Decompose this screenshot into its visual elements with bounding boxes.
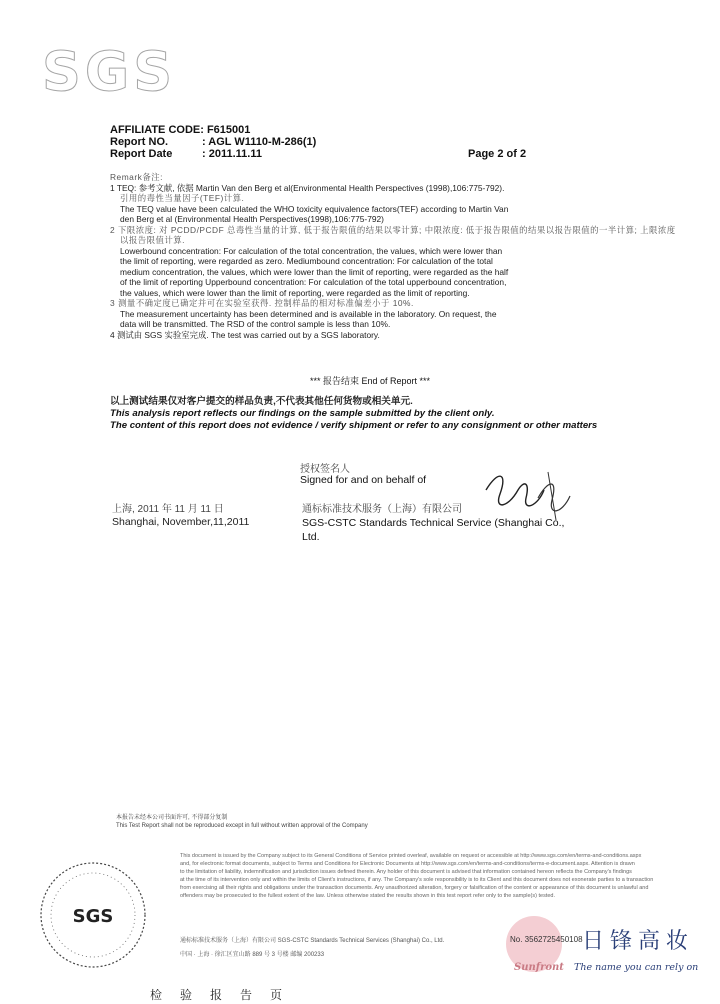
remark-line: data will be transmitted. The RSD of the control sample is less than 10%. (120, 319, 391, 329)
remark-line: the limit of reporting, were regarded as zero. Mediumbound concentration: For calculation of the total (120, 256, 493, 266)
terms-fineprint (180, 852, 662, 900)
watermark-brand: Sunfront (514, 962, 564, 973)
sgs-logo: SGS (42, 40, 177, 103)
remark-line: 4 测试由 SGS 实验室完成. The test was carried out by a SGS laboratory. (110, 329, 380, 340)
remark-line: medium concentration, the values, which were lower than the limit of reporting, were regarded as the half (120, 266, 509, 277)
remark-line: 2 下限浓度: 对 PCDD/PCDF 总毒性当量的计算, 低于报告限值的结果以零计算; 中限浓度: 低于报告限值的结果以报告限值的一半计算; 上限浓度 (110, 224, 676, 235)
cropped-bottom-text: 检验报告页 (150, 988, 301, 1002)
end-of-report: *** 报告结束 End of Report *** (310, 376, 431, 386)
disclaimer (110, 396, 650, 432)
report-no-label: Report NO. (110, 136, 169, 148)
remark-line: The TEQ value have been calculated the WHO toxicity equivalence factors(TEF) according to Martin Van (120, 203, 509, 214)
fineprint-line: at the time of its intervention only and within the limits of Client's instructions, if any. The Company's sole responsibility is to its Client and this document does not exonerate parties to a transaction (180, 877, 654, 883)
report-serial: No. 3562725450108 (510, 935, 583, 944)
report-date-label: Report Date (110, 148, 173, 160)
affiliate-code: AFFILIATE CODE: F615001 (110, 124, 251, 136)
fineprint-line: to the limitation of liability, indemnification and jurisdiction issues defined therein. Any holder of this document is advised that information contained hereon reflects the Company's findings (180, 869, 632, 875)
remark-line: 引用的毒性当量因子(TEF)计算. (120, 193, 245, 203)
remark-line: 1 TEQ: 参考文献, 依据 Martin Van den Berg et al(Environmental Health Perspectives (1998),106:775-792). (110, 182, 505, 193)
date-cn: 上海, 2011 年 11 月 11 日 (112, 504, 224, 515)
remarks-heading: Remark备注: (110, 172, 163, 182)
stamp-text: SGS (72, 906, 114, 927)
report-no-value: : AGL W1110-M-286(1) (202, 136, 317, 148)
remark-line: Lowerbound concentration: For calculation of the total concentration, the values, which were lower than (120, 245, 503, 256)
reproduction-notice (116, 814, 436, 830)
fineprint-line: offenders may be prosecuted to the fullest extent of the law. Unless otherwise stated the results shown in this test report refer only to the sample(s) tested. (180, 893, 556, 899)
company-name-line1: SGS-CSTC Standards Technical Service (Shanghai Co., (302, 517, 565, 529)
report-header (110, 124, 316, 160)
fineprint-line: and, for electronic format documents, subject to Terms and Conditions for Electronic Documents at http://www.sgs.com/en/terms-and-conditions/terms-e-document.aspx. Attention is drawn (180, 861, 635, 867)
signatory-label-cn: 授权签名人 (300, 464, 350, 475)
report-date-value: : 2011.11.11 (202, 148, 262, 160)
remark-line: The measurement uncertainty has been determined and is available in the laboratory. On request, the (120, 308, 497, 319)
company-address (180, 934, 500, 962)
disclaimer-line2: The content of this report does not evidence / verify shipment or refer to any consignment or other matters (110, 420, 598, 431)
address-line1: 通标标准技术服务（上海）有限公司 SGS-CSTC Standards Technical Services (Shanghai) Co., Ltd. (180, 938, 445, 944)
remark-line: 以报告限值计算. (120, 235, 185, 245)
remark-line: 3 测量不确定度已确定并可在实验室获得. 控制样品的相对标准偏差小于 10%. (110, 298, 414, 308)
watermark-cn: 日锋高妆 (582, 929, 695, 954)
page-number: Page 2 of 2 (468, 148, 527, 160)
signatory-label: Signed for and on behalf of (300, 474, 427, 486)
company-name-line2: Ltd. (302, 531, 320, 543)
remark-line: of the limit of reporting Upperbound concentration: For calculation of the total upperbound concentration, (120, 277, 507, 287)
reproduction-notice-en: This Test Report shall not be reproduced except in full without written approval of the Company (116, 823, 368, 829)
remark-line: the values, which were lower than the limit of reporting, were regarded as the limit of reporting. (120, 287, 470, 298)
sgs-seal-stamp (28, 855, 158, 980)
fineprint-line: from exercising all their rights and obligations under the transaction documents. Any unauthorized alteration, forgery or falsification of the content or appearance of this document is unlawful and (180, 885, 649, 891)
fineprint-line: This document is issued by the Company subject to its General Conditions of Service printed overleaf, available on request or accessible at http://www.sgs.com/en/terms-and-conditions.aspx (180, 853, 642, 859)
report-date-row (110, 148, 316, 160)
company-name-cn: 通标标准技术服务（上海）有限公司 (302, 504, 462, 515)
report-no-row (110, 136, 316, 148)
watermark-slogan: The name you can rely on (574, 962, 699, 973)
disclaimer-cn: 以上测试结果仅对客户提交的样品负责,不代表其他任何货物或相关单元. (110, 396, 413, 407)
disclaimer-line1: This analysis report reflects our findings on the sample submitted by the client only. (110, 408, 495, 419)
reproduction-notice-cn: 本报告未经本公司书面许可, 不得部分复制 (116, 815, 228, 821)
date-en: Shanghai, November,11,2011 (112, 516, 250, 528)
remark-line: den Berg et al (Environmental Health Perspectives(1998),106:775-792) (120, 214, 384, 224)
remarks-section (110, 172, 676, 340)
address-line2: 中国 · 上海 · 徐汇区宜山路 889 号 3 号楼 邮编 200233 (180, 952, 325, 958)
company-name (302, 516, 632, 544)
